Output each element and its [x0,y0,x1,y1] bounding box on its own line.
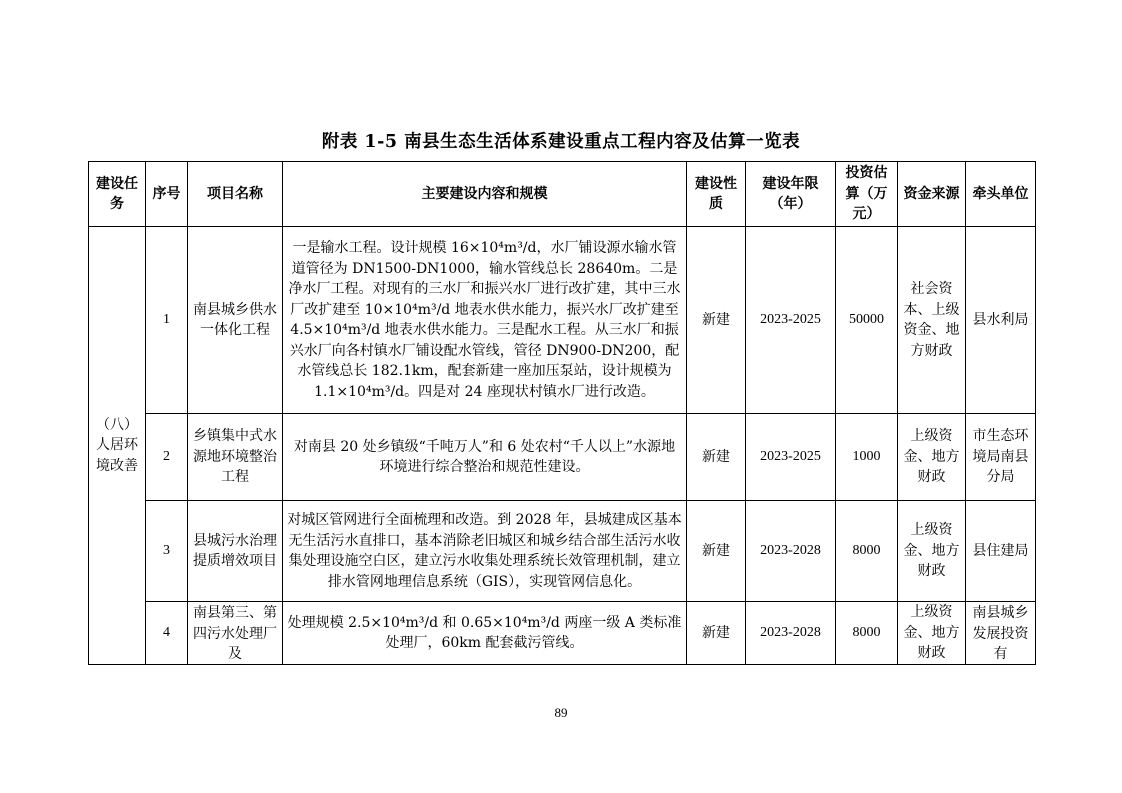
investment-cell: 50000 [836,227,898,414]
header-funding: 资金来源 [898,162,966,227]
table-row [89,227,1036,414]
page-number: 89 [554,705,568,720]
task-group-cell: （八）人居环境改善 [89,227,146,665]
lead-unit-cell: 市生态环境局南县分局 [966,414,1036,501]
investment-cell: 8000 [836,501,898,602]
lead-unit-cell [966,602,1036,665]
table-row [89,602,1036,665]
project-name-cell: 乡镇集中式水源地环境整治工程 [188,414,283,501]
header-seq: 序号 [146,162,188,227]
header-lead: 牵头单位 [966,162,1036,227]
period-cell: 2023-2028 [746,602,836,665]
header-investment: 投资估算（万元） [836,162,898,227]
period-cell: 2023-2025 [746,414,836,501]
funding-cell: 上级资金、地方财政 [898,414,966,501]
lead-unit-text: 南县城乡发展投资有 [972,605,1029,662]
project-table [88,161,1036,665]
table-row [89,501,1036,602]
nature-cell: 新建 [687,227,746,414]
period-cell: 2023-2025 [746,227,836,414]
investment-cell: 8000 [836,602,898,665]
seq-cell: 4 [146,602,188,665]
content-cell: 对城区管网进行全面梳理和改造。到 2028 年，县城建成区基本无生活污水直排口，基本消除老旧城区和城乡结合部生活污水收集处理设施空白区，建立污水收集处理系统长效管理机制，建立排水管网地理信息系统（GIS），实现管网信息化。 [283,501,687,602]
header-nature: 建设性质 [687,162,746,227]
header-project: 项目名称 [188,162,283,227]
period-cell: 2023-2028 [746,501,836,602]
lead-unit-cell: 县住建局 [966,501,1036,602]
funding-cell: 上级资金、地方财政 [898,501,966,602]
nature-cell: 新建 [687,501,746,602]
table-header-row [89,162,1036,227]
header-task: 建设任务 [89,162,146,227]
funding-cell: 社会资本、上级资金、地方财政 [898,227,966,414]
project-name-text: 南县第三、第四污水处理厂及 [193,605,277,662]
funding-cell: 上级资金、地方财政 [898,602,966,665]
content-cell: 对南县 20 处乡镇级“千吨万人”和 6 处农村“千人以上”水源地环境进行综合整治和规范性建设。 [283,414,687,501]
header-period: 建设年限（年） [746,162,836,227]
seq-cell: 2 [146,414,188,501]
table-row [89,414,1036,501]
header-content: 主要建设内容和规模 [283,162,687,227]
lead-unit-cell: 县水利局 [966,227,1036,414]
project-name-cell: 南县城乡供水一体化工程 [188,227,283,414]
project-name-cell: 县城污水治理提质增效项目 [188,501,283,602]
page-title: 附表 1-5 南县生态生活体系建设重点工程内容及估算一览表 [321,132,801,152]
content-cell: 一是输水工程。设计规模 16×10⁴m³/d，水厂铺设源水输水管道管径为 DN1500-DN1000，输水管线总长 28640m。二是净水厂工程。对现有的三水厂和振兴水厂进行改扩建，其中三水厂改扩建至 10×10⁴m³/d 地表水供水能力，振兴水厂改扩建至 4.5×10⁴m³/d 地表水供水能力。三是配水工程。从三水厂和振兴水厂向各村镇水厂铺设配水管线，管径 DN900-DN200，配水管线总长 182.1km，配套新建一座加压泵站，设计规模为 1.1×10⁴m³/d。四是对 24 座现状村镇水厂进行改造。 [283,227,687,414]
seq-cell: 1 [146,227,188,414]
nature-cell: 新建 [687,602,746,665]
seq-cell: 3 [146,501,188,602]
investment-cell: 1000 [836,414,898,501]
nature-cell: 新建 [687,414,746,501]
project-name-cell [188,602,283,665]
content-cell: 处理规模 2.5×10⁴m³/d 和 0.65×10⁴m³/d 两座一级 A 类标准处理厂，60km 配套截污管线。 [283,602,687,665]
